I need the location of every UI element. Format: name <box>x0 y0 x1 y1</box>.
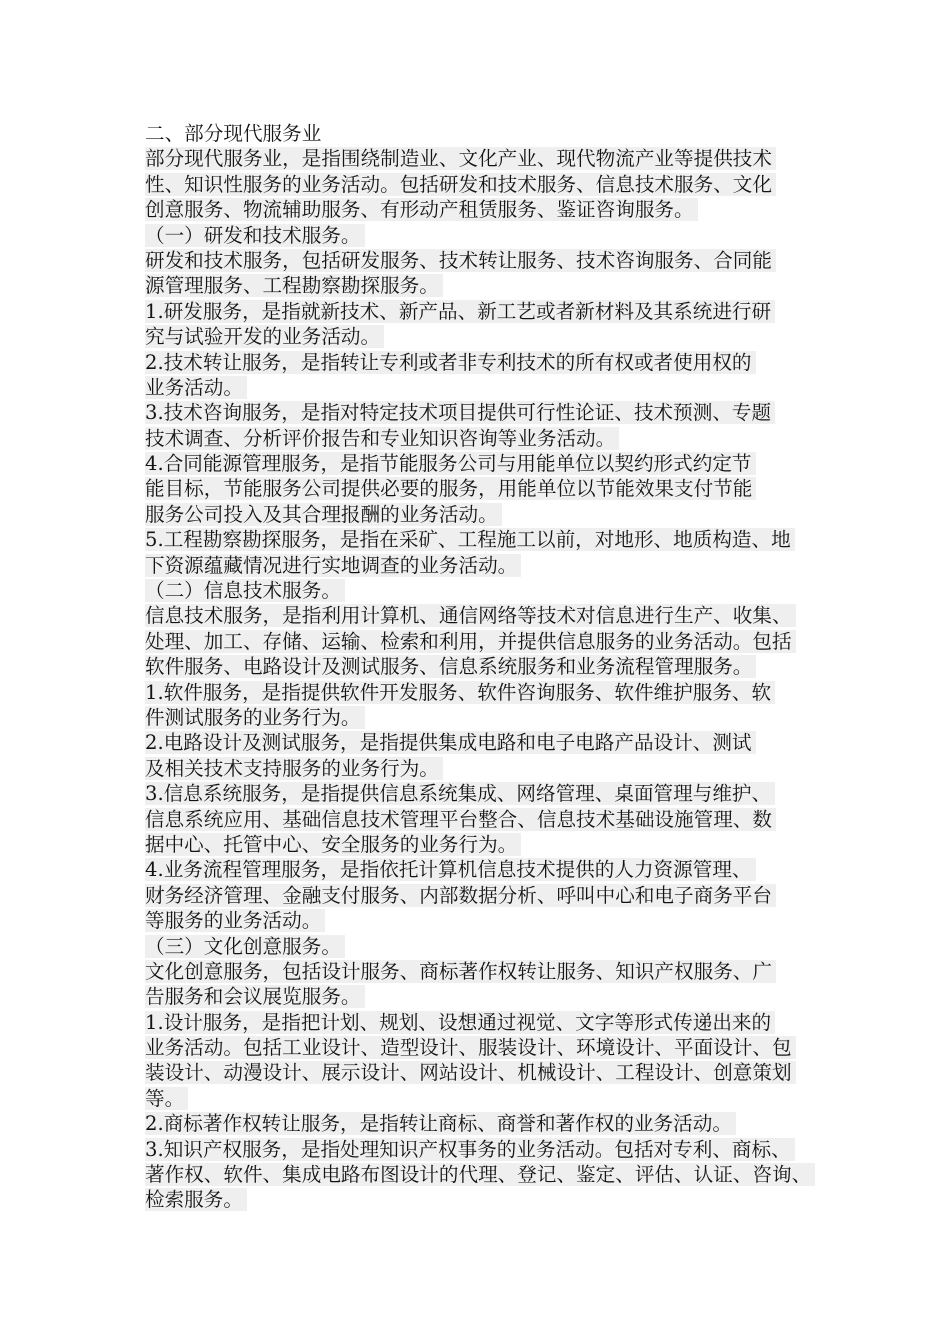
text-line <box>145 324 835 349</box>
line-text: 等服务的业务活动。 <box>145 909 325 932</box>
text-line <box>145 1137 835 1162</box>
line-text: 究与试验开发的业务活动。 <box>145 325 384 348</box>
text-line <box>145 451 835 476</box>
line-text: 告服务和会议展览服务。 <box>145 985 365 1008</box>
line-text: 下资源蕴藏情况进行实地调查的业务活动。 <box>145 554 521 577</box>
line-text: 业务活动。 <box>145 376 247 399</box>
line-text: 3.技术咨询服务，是指对特定技术项目提供可行性论证、技术预测、专题 <box>145 401 775 424</box>
line-text: 装设计、动漫设计、展示设计、网站设计、机械设计、工程设计、创意策划 <box>145 1061 796 1084</box>
text-line <box>145 654 835 679</box>
line-text: 业务活动。包括工业设计、造型设计、服装设计、环境设计、平面设计、包 <box>145 1036 796 1059</box>
line-text: 技术调查、分析评价报告和专业知识咨询等业务活动。 <box>145 427 619 450</box>
text-line <box>145 781 835 806</box>
line-text: 信息技术服务，是指利用计算机、通信网络等技术对信息进行生产、收集、 <box>145 604 796 627</box>
text-line <box>145 984 835 1009</box>
text-line <box>145 832 835 857</box>
text-line <box>145 908 835 933</box>
line-text: 据中心、托管中心、安全服务的业务行为。 <box>145 833 521 856</box>
line-text: 文化创意服务，包括设计服务、商标著作权转让服务、知识产权服务、广 <box>145 960 776 983</box>
text-line <box>145 502 835 527</box>
text-line <box>145 375 835 400</box>
line-text: 4.业务流程管理服务，是指依托计算机信息技术提供的人力资源管理、 <box>145 858 756 881</box>
text-line <box>145 248 835 273</box>
text-line <box>145 1162 835 1187</box>
line-text: 部分现代服务业，是指围绕制造业、文化产业、现代物流产业等提供技术 <box>145 147 776 170</box>
text-line <box>145 883 835 908</box>
line-text: 信息系统应用、基础信息技术管理平台整合、信息技术基础设施管理、数 <box>145 808 776 831</box>
line-text: 等。 <box>145 1087 188 1110</box>
text-line <box>145 299 835 324</box>
text-line <box>145 629 835 654</box>
text-line <box>145 273 835 298</box>
line-text: 及相关技术支持服务的业务行为。 <box>145 757 443 780</box>
line-text: 2.技术转让服务，是指转让专利或者非专利技术的所有权或者使用权的 <box>145 351 756 374</box>
line-text: 4.合同能源管理服务，是指节能服务公司与用能单位以契约形式约定节 <box>145 452 756 475</box>
text-line <box>145 578 835 603</box>
text-line <box>145 146 835 171</box>
text-line <box>145 527 835 552</box>
line-text: 创意服务、物流辅助服务、有形动产租赁服务、鉴证咨询服务。 <box>145 198 698 221</box>
line-text: 3.信息系统服务，是指提供信息系统集成、网络管理、桌面管理与维护、 <box>145 782 775 805</box>
text-line <box>145 959 835 984</box>
line-text: 检索服务。 <box>145 1188 247 1211</box>
text-line <box>145 426 835 451</box>
line-text: 软件服务、电路设计及测试服务、信息系统服务和业务流程管理服务。 <box>145 655 756 678</box>
text-line <box>145 400 835 425</box>
section-heading: 二、部分现代服务业 <box>145 122 322 145</box>
text-line <box>145 1086 835 1111</box>
text-line <box>145 1187 835 1212</box>
line-text: 2.商标著作权转让服务，是指转让商标、商誉和著作权的业务活动。 <box>145 1112 736 1135</box>
text-line <box>145 197 835 222</box>
line-text: 能目标，节能服务公司提供必要的服务，用能单位以节能效果支付节能 <box>145 477 756 500</box>
text-line <box>145 857 835 882</box>
text-line <box>145 1035 835 1060</box>
text-line <box>145 1111 835 1136</box>
line-text: 1.设计服务，是指把计划、规划、设想通过视觉、文字等形式传递出来的 <box>145 1011 775 1034</box>
line-text: （二）信息技术服务。 <box>145 579 345 602</box>
line-text: 著作权、软件、集成电路布图设计的代理、登记、鉴定、评估、认证、咨询、 <box>145 1163 815 1186</box>
text-line <box>145 1010 835 1035</box>
line-text: （一）研发和技术服务。 <box>145 224 365 247</box>
text-line <box>145 705 835 730</box>
line-text: 5.工程勘察勘探服务，是指在采矿、工程施工以前，对地形、地质构造、地 <box>145 528 795 551</box>
text-line <box>145 680 835 705</box>
text-line <box>145 730 835 755</box>
line-text: 3.知识产权服务，是指处理知识产权事务的业务活动。包括对专利、商标、 <box>145 1138 795 1161</box>
text-line <box>145 603 835 628</box>
text-line <box>145 172 835 197</box>
text-line <box>145 476 835 501</box>
text-line <box>145 934 835 959</box>
line-text: 处理、加工、存储、运输、检索和利用，并提供信息服务的业务活动。包括 <box>145 630 796 653</box>
text-line <box>145 350 835 375</box>
text-line <box>145 553 835 578</box>
line-text: 1.研发服务，是指就新技术、新产品、新工艺或者新材料及其系统进行研 <box>145 300 775 323</box>
text-line <box>145 756 835 781</box>
text-line <box>145 223 835 248</box>
text-line <box>145 807 835 832</box>
line-text: 性、知识性服务的业务活动。包括研发和技术服务、信息技术服务、文化 <box>145 173 776 196</box>
line-text: 2.电路设计及测试服务，是指提供集成电路和电子电路产品设计、测试 <box>145 731 756 754</box>
line-text: （三）文化创意服务。 <box>145 935 345 958</box>
text-line <box>145 121 835 146</box>
line-text: 服务公司投入及其合理报酬的业务活动。 <box>145 503 502 526</box>
line-text: 研发和技术服务，包括研发服务、技术转让服务、技术咨询服务、合同能 <box>145 249 776 272</box>
line-text: 1.软件服务，是指提供软件开发服务、软件咨询服务、软件维护服务、软 <box>145 681 775 704</box>
text-line <box>145 1060 835 1085</box>
line-text: 源管理服务、工程勘察勘探服务。 <box>145 274 443 297</box>
line-text: 财务经济管理、金融支付服务、内部数据分析、呼叫中心和电子商务平台 <box>145 884 776 907</box>
line-text: 件测试服务的业务行为。 <box>145 706 365 729</box>
document-body <box>145 121 835 1213</box>
